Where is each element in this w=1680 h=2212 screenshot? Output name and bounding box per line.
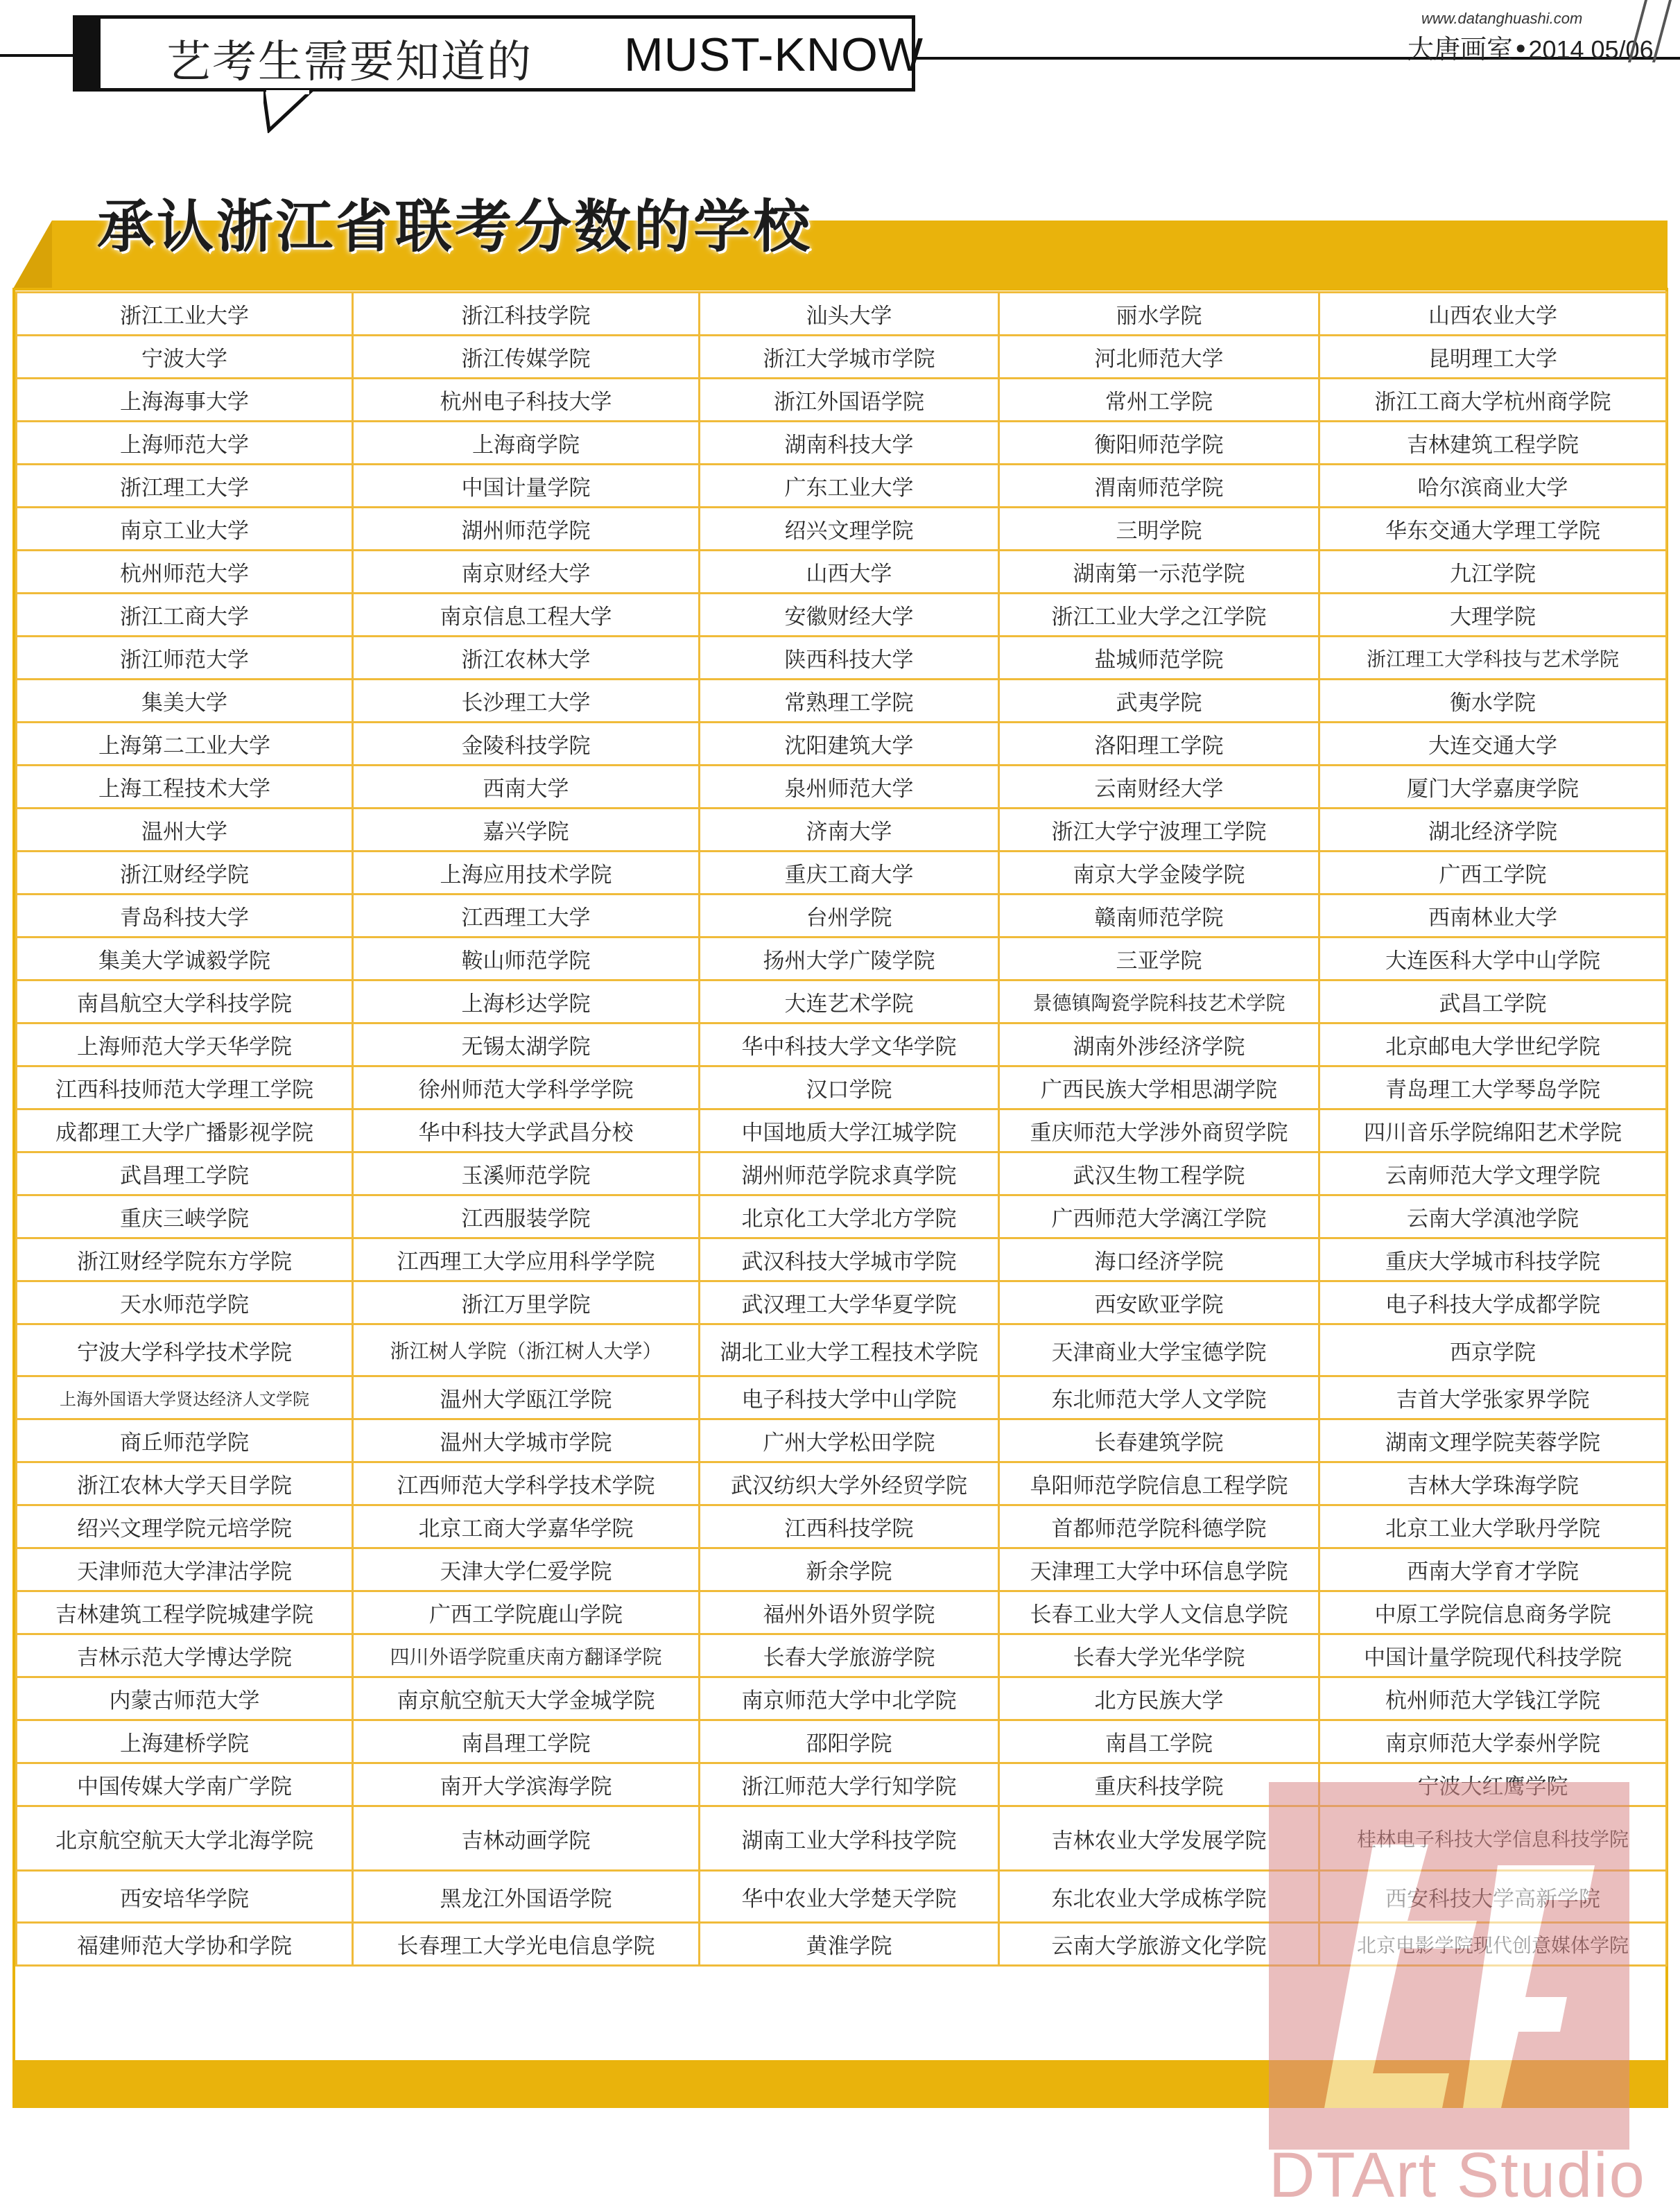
table-row bbox=[17, 508, 1667, 551]
decorative-slash bbox=[1652, 0, 1672, 62]
table-row bbox=[17, 465, 1667, 508]
school-cell: 集美大学 bbox=[17, 680, 353, 723]
table-row bbox=[17, 680, 1667, 723]
school-cell: 吉林动画学院 bbox=[353, 1806, 700, 1871]
school-cell: 长春建筑学院 bbox=[999, 1419, 1319, 1462]
school-cell: 南京财经大学 bbox=[353, 551, 700, 594]
school-cell: 中国地质大学江城学院 bbox=[700, 1109, 999, 1152]
table-row bbox=[17, 637, 1667, 680]
table-row bbox=[17, 1152, 1667, 1195]
school-cell: 上海师范大学 bbox=[17, 422, 353, 465]
school-cell: 浙江大学宁波理工学院 bbox=[999, 809, 1319, 852]
school-cell: 长春工业大学人文信息学院 bbox=[999, 1591, 1319, 1634]
speech-bubble-tail-icon bbox=[263, 90, 319, 133]
school-cell: 厦门大学嘉庚学院 bbox=[1319, 766, 1667, 809]
school-cell: 汕头大学 bbox=[700, 293, 999, 336]
school-cell: 衡水学院 bbox=[1319, 680, 1667, 723]
school-cell: 西南林业大学 bbox=[1319, 895, 1667, 937]
school-cell: 玉溪师范学院 bbox=[353, 1152, 700, 1195]
school-cell: 三明学院 bbox=[999, 508, 1319, 551]
school-cell: 扬州大学广陵学院 bbox=[700, 937, 999, 980]
school-cell: 湖南外涉经济学院 bbox=[999, 1023, 1319, 1066]
school-cell: 南京师范大学泰州学院 bbox=[1319, 1720, 1667, 1763]
school-cell: 浙江大学城市学院 bbox=[700, 336, 999, 379]
school-cell: 山西农业大学 bbox=[1319, 293, 1667, 336]
school-cell: 绍兴文理学院元培学院 bbox=[17, 1505, 353, 1548]
school-cell: 浙江师范大学 bbox=[17, 637, 353, 680]
school-cell: 武汉科技大学城市学院 bbox=[700, 1238, 999, 1281]
table-row bbox=[17, 980, 1667, 1023]
school-cell: 西南大学育才学院 bbox=[1319, 1548, 1667, 1591]
school-cell: 大连交通大学 bbox=[1319, 723, 1667, 766]
school-cell: 重庆大学城市科技学院 bbox=[1319, 1238, 1667, 1281]
school-cell: 济南大学 bbox=[700, 809, 999, 852]
school-cell: 江西师范大学科学技术学院 bbox=[353, 1462, 700, 1505]
school-cell: 沈阳建筑大学 bbox=[700, 723, 999, 766]
table-row bbox=[17, 1324, 1667, 1376]
school-cell: 西安欧亚学院 bbox=[999, 1281, 1319, 1324]
school-cell: 上海海事大学 bbox=[17, 379, 353, 422]
school-cell: 浙江财经学院 bbox=[17, 852, 353, 895]
issue-date: 2014 05/06 bbox=[1528, 35, 1654, 64]
school-cell: 南京大学金陵学院 bbox=[999, 852, 1319, 895]
school-cell: 华中科技大学武昌分校 bbox=[353, 1109, 700, 1152]
school-cell: 浙江农林大学 bbox=[353, 637, 700, 680]
table-row bbox=[17, 1505, 1667, 1548]
website-url: www.datanghuashi.com bbox=[1421, 10, 1583, 27]
school-cell: 天水师范学院 bbox=[17, 1281, 353, 1324]
schools-table-wrapper bbox=[15, 291, 1665, 1967]
school-cell: 浙江工商大学 bbox=[17, 594, 353, 637]
school-cell: 武夷学院 bbox=[999, 680, 1319, 723]
school-cell: 重庆师范大学涉外商贸学院 bbox=[999, 1109, 1319, 1152]
school-cell: 浙江工业大学之江学院 bbox=[999, 594, 1319, 637]
school-cell: 成都理工大学广播影视学院 bbox=[17, 1109, 353, 1152]
school-cell: 首都师范学院科德学院 bbox=[999, 1505, 1319, 1548]
school-cell: 阜阳师范学院信息工程学院 bbox=[999, 1462, 1319, 1505]
school-cell: 南京航空航天大学金城学院 bbox=[353, 1677, 700, 1720]
school-cell: 邵阳学院 bbox=[700, 1720, 999, 1763]
school-cell: 浙江农林大学天目学院 bbox=[17, 1462, 353, 1505]
school-cell: 云南大学滇池学院 bbox=[1319, 1195, 1667, 1238]
school-cell: 广东工业大学 bbox=[700, 465, 999, 508]
school-cell: 台州学院 bbox=[700, 895, 999, 937]
magazine-issue bbox=[1408, 28, 1654, 66]
table-row bbox=[17, 723, 1667, 766]
school-cell: 武汉生物工程学院 bbox=[999, 1152, 1319, 1195]
school-cell: 常熟理工学院 bbox=[700, 680, 999, 723]
school-cell: 江西科技师范大学理工学院 bbox=[17, 1066, 353, 1109]
schools-table-body bbox=[17, 293, 1667, 1966]
school-cell: 东北师范大学人文学院 bbox=[999, 1376, 1319, 1419]
table-row bbox=[17, 1281, 1667, 1324]
table-row bbox=[17, 1066, 1667, 1109]
table-row bbox=[17, 1462, 1667, 1505]
school-cell: 南开大学滨海学院 bbox=[353, 1763, 700, 1806]
school-cell: 长春大学旅游学院 bbox=[700, 1634, 999, 1677]
school-cell: 江西理工大学应用科学学院 bbox=[353, 1238, 700, 1281]
school-cell: 上海杉达学院 bbox=[353, 980, 700, 1023]
school-cell: 北京航空航天大学北海学院 bbox=[17, 1806, 353, 1871]
school-cell: 浙江科技学院 bbox=[353, 293, 700, 336]
school-cell: 大理学院 bbox=[1319, 594, 1667, 637]
table-row bbox=[17, 1195, 1667, 1238]
school-cell: 天津大学仁爱学院 bbox=[353, 1548, 700, 1591]
school-cell: 电子科技大学中山学院 bbox=[700, 1376, 999, 1419]
school-cell: 浙江工业大学 bbox=[17, 293, 353, 336]
header-rule-left bbox=[0, 54, 76, 57]
school-cell: 华中科技大学文华学院 bbox=[700, 1023, 999, 1066]
school-cell: 云南师范大学文理学院 bbox=[1319, 1152, 1667, 1195]
school-cell: 北京工商大学嘉华学院 bbox=[353, 1505, 700, 1548]
school-cell: 上海建桥学院 bbox=[17, 1720, 353, 1763]
school-cell: 上海商学院 bbox=[353, 422, 700, 465]
school-cell: 中原工学院信息商务学院 bbox=[1319, 1591, 1667, 1634]
school-cell: 大连医科大学中山学院 bbox=[1319, 937, 1667, 980]
school-cell: 江西理工大学 bbox=[353, 895, 700, 937]
school-cell: 山西大学 bbox=[700, 551, 999, 594]
school-cell: 海口经济学院 bbox=[999, 1238, 1319, 1281]
school-cell: 绍兴文理学院 bbox=[700, 508, 999, 551]
school-cell: 泉州师范大学 bbox=[700, 766, 999, 809]
school-cell: 华东交通大学理工学院 bbox=[1319, 508, 1667, 551]
school-cell: 内蒙古师范大学 bbox=[17, 1677, 353, 1720]
table-row bbox=[17, 1109, 1667, 1152]
table-row bbox=[17, 809, 1667, 852]
school-cell: 华中农业大学楚天学院 bbox=[700, 1871, 999, 1923]
table-row bbox=[17, 1548, 1667, 1591]
school-cell: 武汉理工大学华夏学院 bbox=[700, 1281, 999, 1324]
school-cell: 上海应用技术学院 bbox=[353, 852, 700, 895]
school-cell: 江西科技学院 bbox=[700, 1505, 999, 1548]
school-cell: 浙江万里学院 bbox=[353, 1281, 700, 1324]
school-cell: 天津理工大学中环信息学院 bbox=[999, 1548, 1319, 1591]
table-row bbox=[17, 336, 1667, 379]
school-cell: 上海第二工业大学 bbox=[17, 723, 353, 766]
school-cell: 嘉兴学院 bbox=[353, 809, 700, 852]
school-cell: 杭州师范大学钱江学院 bbox=[1319, 1677, 1667, 1720]
school-cell: 北京化工大学北方学院 bbox=[700, 1195, 999, 1238]
school-cell: 浙江传媒学院 bbox=[353, 336, 700, 379]
header-title-en: MUST-KNOW bbox=[624, 28, 924, 81]
header-title-cn: 艺考生需要知道的 bbox=[166, 37, 532, 88]
school-cell: 四川音乐学院绵阳艺术学院 bbox=[1319, 1109, 1667, 1152]
school-cell: 南京师范大学中北学院 bbox=[700, 1677, 999, 1720]
table-row bbox=[17, 551, 1667, 594]
school-cell: 福州外语外贸学院 bbox=[700, 1591, 999, 1634]
school-cell: 温州大学城市学院 bbox=[353, 1419, 700, 1462]
school-cell: 吉林建筑工程学院城建学院 bbox=[17, 1591, 353, 1634]
school-cell: 湖北工业大学工程技术学院 bbox=[700, 1324, 999, 1376]
table-row bbox=[17, 937, 1667, 980]
school-cell: 福建师范大学协和学院 bbox=[17, 1923, 353, 1966]
table-row bbox=[17, 293, 1667, 336]
school-cell: 南昌理工学院 bbox=[353, 1720, 700, 1763]
school-cell: 西京学院 bbox=[1319, 1324, 1667, 1376]
school-cell: 广州大学松田学院 bbox=[700, 1419, 999, 1462]
magazine-name: 大唐画室• bbox=[1408, 34, 1529, 64]
table-row bbox=[17, 594, 1667, 637]
school-cell: 广西工学院鹿山学院 bbox=[353, 1591, 700, 1634]
table-row bbox=[17, 895, 1667, 937]
school-cell: 哈尔滨商业大学 bbox=[1319, 465, 1667, 508]
school-cell: 重庆科技学院 bbox=[999, 1763, 1319, 1806]
school-cell: 重庆工商大学 bbox=[700, 852, 999, 895]
school-cell: 中国传媒大学南广学院 bbox=[17, 1763, 353, 1806]
school-cell: 上海工程技术大学 bbox=[17, 766, 353, 809]
table-row bbox=[17, 852, 1667, 895]
school-cell: 吉林示范大学博达学院 bbox=[17, 1634, 353, 1677]
school-cell: 湖州师范学院求真学院 bbox=[700, 1152, 999, 1195]
school-cell: 东北农业大学成栋学院 bbox=[999, 1871, 1319, 1923]
school-cell: 云南大学旅游文化学院 bbox=[999, 1923, 1319, 1966]
school-cell: 景德镇陶瓷学院科技艺术学院 bbox=[999, 980, 1319, 1023]
table-row bbox=[17, 1023, 1667, 1066]
school-cell: 三亚学院 bbox=[999, 937, 1319, 980]
school-cell: 洛阳理工学院 bbox=[999, 723, 1319, 766]
school-cell: 浙江工商大学杭州商学院 bbox=[1319, 379, 1667, 422]
school-cell: 湖南工业大学科技学院 bbox=[700, 1806, 999, 1871]
school-cell: 吉首大学张家界学院 bbox=[1319, 1376, 1667, 1419]
school-cell: 杭州师范大学 bbox=[17, 551, 353, 594]
school-cell: 大连艺术学院 bbox=[700, 980, 999, 1023]
school-cell: 浙江理工大学科技与艺术学院 bbox=[1319, 637, 1667, 680]
school-cell: 吉林建筑工程学院 bbox=[1319, 422, 1667, 465]
school-cell: 安徽财经大学 bbox=[700, 594, 999, 637]
school-cell: 宁波大学 bbox=[17, 336, 353, 379]
school-cell: 中国计量学院现代科技学院 bbox=[1319, 1634, 1667, 1677]
school-cell: 长春大学光华学院 bbox=[999, 1634, 1319, 1677]
school-cell: 南昌工学院 bbox=[999, 1720, 1319, 1763]
school-cell: 温州大学 bbox=[17, 809, 353, 852]
dt-logo-watermark-icon bbox=[1269, 1782, 1629, 2150]
school-cell: 北京邮电大学世纪学院 bbox=[1319, 1023, 1667, 1066]
school-cell: 湖南科技大学 bbox=[700, 422, 999, 465]
school-cell: 常州工学院 bbox=[999, 379, 1319, 422]
school-cell: 北京工业大学耿丹学院 bbox=[1319, 1505, 1667, 1548]
school-cell: 盐城师范学院 bbox=[999, 637, 1319, 680]
table-row bbox=[17, 379, 1667, 422]
school-cell: 浙江外国语学院 bbox=[700, 379, 999, 422]
school-cell: 湖北经济学院 bbox=[1319, 809, 1667, 852]
school-cell: 陕西科技大学 bbox=[700, 637, 999, 680]
school-cell: 黑龙江外国语学院 bbox=[353, 1871, 700, 1923]
school-cell: 湖州师范学院 bbox=[353, 508, 700, 551]
school-cell: 武昌理工学院 bbox=[17, 1152, 353, 1195]
school-cell: 上海师范大学天华学院 bbox=[17, 1023, 353, 1066]
school-cell: 电子科技大学成都学院 bbox=[1319, 1281, 1667, 1324]
school-cell: 湖南第一示范学院 bbox=[999, 551, 1319, 594]
school-cell: 广西工学院 bbox=[1319, 852, 1667, 895]
school-cell: 西南大学 bbox=[353, 766, 700, 809]
school-cell: 浙江理工大学 bbox=[17, 465, 353, 508]
schools-table bbox=[15, 291, 1668, 1967]
school-cell: 集美大学诚毅学院 bbox=[17, 937, 353, 980]
school-cell: 天津商业大学宝德学院 bbox=[999, 1324, 1319, 1376]
school-cell: 上海外国语大学贤达经济人文学院 bbox=[17, 1376, 353, 1419]
school-cell: 北方民族大学 bbox=[999, 1677, 1319, 1720]
school-cell: 青岛科技大学 bbox=[17, 895, 353, 937]
school-cell: 丽水学院 bbox=[999, 293, 1319, 336]
school-cell: 黄淮学院 bbox=[700, 1923, 999, 1966]
school-cell: 天津师范大学津沽学院 bbox=[17, 1548, 353, 1591]
school-cell: 长沙理工大学 bbox=[353, 680, 700, 723]
school-cell: 徐州师范大学科学学院 bbox=[353, 1066, 700, 1109]
school-cell: 广西师范大学漓江学院 bbox=[999, 1195, 1319, 1238]
school-cell: 渭南师范学院 bbox=[999, 465, 1319, 508]
school-cell: 昆明理工大学 bbox=[1319, 336, 1667, 379]
school-cell: 鞍山师范学院 bbox=[353, 937, 700, 980]
school-cell: 衡阳师范学院 bbox=[999, 422, 1319, 465]
school-cell: 杭州电子科技大学 bbox=[353, 379, 700, 422]
school-cell: 南京信息工程大学 bbox=[353, 594, 700, 637]
school-cell: 西安培华学院 bbox=[17, 1871, 353, 1923]
school-cell: 河北师范大学 bbox=[999, 336, 1319, 379]
school-cell: 赣南师范学院 bbox=[999, 895, 1319, 937]
table-row bbox=[17, 422, 1667, 465]
school-cell: 新余学院 bbox=[700, 1548, 999, 1591]
school-cell: 四川外语学院重庆南方翻译学院 bbox=[353, 1634, 700, 1677]
school-cell: 浙江树人学院（浙江树人大学） bbox=[353, 1324, 700, 1376]
school-cell: 武昌工学院 bbox=[1319, 980, 1667, 1023]
table-row bbox=[17, 1677, 1667, 1720]
table-row bbox=[17, 1419, 1667, 1462]
table-row bbox=[17, 1720, 1667, 1763]
table-row bbox=[17, 1238, 1667, 1281]
table-row bbox=[17, 1591, 1667, 1634]
school-cell: 金陵科技学院 bbox=[353, 723, 700, 766]
school-cell: 汉口学院 bbox=[700, 1066, 999, 1109]
table-row bbox=[17, 766, 1667, 809]
school-cell: 浙江师范大学行知学院 bbox=[700, 1763, 999, 1806]
school-cell: 武汉纺织大学外经贸学院 bbox=[700, 1462, 999, 1505]
school-cell: 云南财经大学 bbox=[999, 766, 1319, 809]
school-cell: 湖南文理学院芙蓉学院 bbox=[1319, 1419, 1667, 1462]
school-cell: 浙江财经学院东方学院 bbox=[17, 1238, 353, 1281]
school-cell: 江西服装学院 bbox=[353, 1195, 700, 1238]
school-cell: 九江学院 bbox=[1319, 551, 1667, 594]
school-cell: 南京工业大学 bbox=[17, 508, 353, 551]
school-cell: 长春理工大学光电信息学院 bbox=[353, 1923, 700, 1966]
school-cell: 吉林大学珠海学院 bbox=[1319, 1462, 1667, 1505]
school-cell: 温州大学瓯江学院 bbox=[353, 1376, 700, 1419]
school-cell: 青岛理工大学琴岛学院 bbox=[1319, 1066, 1667, 1109]
school-cell: 宁波大学科学技术学院 bbox=[17, 1324, 353, 1376]
table-row bbox=[17, 1376, 1667, 1419]
school-cell: 中国计量学院 bbox=[353, 465, 700, 508]
watermark-text: DTArt Studio bbox=[1269, 2140, 1646, 2211]
school-cell: 吉林农业大学发展学院 bbox=[999, 1806, 1319, 1871]
school-cell: 商丘师范学院 bbox=[17, 1419, 353, 1462]
banner-title: 承认浙江省联考分数的学校 bbox=[97, 194, 813, 260]
school-cell: 无锡太湖学院 bbox=[353, 1023, 700, 1066]
school-cell: 南昌航空大学科技学院 bbox=[17, 980, 353, 1023]
table-row bbox=[17, 1634, 1667, 1677]
school-cell: 广西民族大学相思湖学院 bbox=[999, 1066, 1319, 1109]
school-cell: 重庆三峡学院 bbox=[17, 1195, 353, 1238]
